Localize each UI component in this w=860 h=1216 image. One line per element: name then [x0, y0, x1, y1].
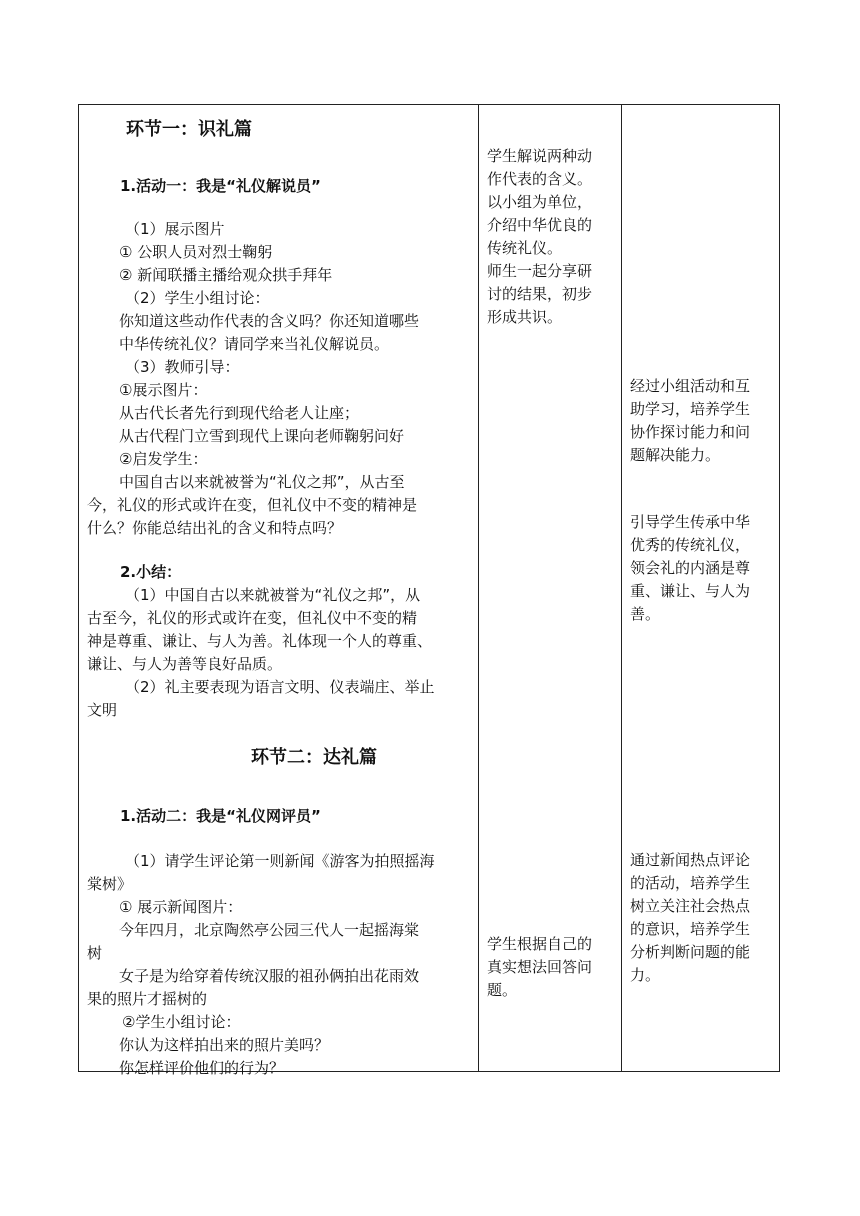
text-line: 棠树》: [87, 875, 133, 893]
activity1-title: 1.活动一：我是“礼仪解说员”: [120, 177, 321, 195]
text-line: 你怎样评价他们的行为？: [119, 1059, 285, 1077]
text-line: 真实想法回答问: [487, 958, 593, 976]
text-line: 谦让、与人为善等良好品质。: [87, 655, 283, 673]
text-line: 学生根据自己的: [487, 935, 593, 953]
text-line: 果的照片才摇树的: [87, 990, 208, 1008]
text-line: 题解决能力。: [630, 446, 721, 464]
text-line: 经过小组活动和互: [630, 377, 751, 395]
text-line: 从古代程门立雪到现代上课向老师鞠躬问好: [119, 427, 405, 445]
text-line: ① 展示新闻图片：: [119, 898, 243, 916]
lesson-table: [78, 104, 780, 1077]
text-line: 力。: [630, 966, 661, 984]
text-line: 你知道这些动作代表的含义吗？你还知道哪些: [119, 312, 420, 330]
section1-title: 环节一：识礼篇: [126, 119, 252, 140]
text-line: 的意识，培养学生: [630, 920, 751, 938]
text-line: 的活动，培养学生: [630, 874, 751, 892]
text-line: ②启发学生：: [119, 450, 208, 468]
text-line: 传统礼仪。: [487, 239, 563, 257]
text-line: 神是尊重、谦让、与人为善。礼体现一个人的尊重、: [87, 632, 433, 650]
text-line: 协作探讨能力和问: [630, 423, 751, 441]
text-line: 重、谦让、与人为: [630, 582, 751, 600]
text-line: 通过新闻热点评论: [630, 851, 751, 869]
text-line: 作代表的含义。: [487, 170, 593, 188]
text-line: 树: [87, 944, 103, 962]
text-line: 今年四月，北京陶然亭公园三代人一起摇海棠: [119, 921, 420, 939]
text-line: 优秀的传统礼仪，: [630, 536, 751, 554]
teaching-process-cell: [79, 105, 478, 1077]
text-line: 树立关注社会热点: [630, 897, 751, 915]
text-line: 中华传统礼仪？请同学来当礼仪解说员。: [119, 335, 390, 353]
text-line: 善。: [630, 605, 661, 623]
text-line: 古至今，礼仪的形式或许在变，但礼仪中不变的精: [87, 609, 418, 627]
text-line: 题。: [487, 981, 518, 999]
text-line: 引导学生传承中华: [630, 513, 751, 531]
text-line: ①展示图片：: [119, 381, 208, 399]
text-line: 领会礼的内涵是尊: [630, 559, 751, 577]
text-line: 助学习，培养学生: [630, 400, 751, 418]
section2-title: 环节二：达礼篇: [251, 747, 377, 768]
text-line: 形成共识。: [487, 308, 563, 326]
summary-title: 2.小结：: [120, 563, 182, 581]
text-line: （1）展示图片: [125, 220, 225, 238]
text-line: （1）请学生评论第一则新闻《游客为拍照摇海: [125, 852, 435, 870]
text-line: 中国自古以来就被誉为“礼仪之邦”，从古至: [119, 473, 405, 491]
text-line: （2）学生小组讨论：: [125, 289, 270, 307]
text-line: 介绍中华优良的: [487, 216, 593, 234]
text-line: 你认为这样拍出来的照片美吗？: [119, 1036, 330, 1054]
student-activity-cell: [479, 105, 621, 1071]
text-line: （1）中国自古以来就被誉为“礼仪之邦”，从: [125, 586, 421, 604]
text-line: 师生一起分享研: [487, 262, 593, 280]
design-intent-cell: [622, 105, 779, 1071]
text-line: （3）教师引导：: [125, 358, 240, 376]
activity2-title: 1.活动二：我是“礼仪网评员”: [120, 807, 321, 825]
text-line: 什么？你能总结出礼的含义和特点吗？: [87, 519, 343, 537]
text-line: 文明: [87, 701, 118, 719]
text-line: 分析判断问题的能: [630, 943, 751, 961]
text-line: ① 公职人员对烈士鞠躬: [119, 243, 273, 261]
text-line: （2）礼主要表现为语言文明、仪表端庄、举止: [125, 678, 435, 696]
text-line: 学生解说两种动: [487, 147, 593, 165]
text-line: 从古代长者先行到现代给老人让座；: [119, 404, 360, 422]
text-line: 讨的结果，初步: [487, 285, 593, 303]
text-line: ②学生小组讨论：: [122, 1013, 241, 1031]
text-line: ② 新闻联播主播给观众拱手拜年: [119, 266, 333, 284]
text-line: 今，礼仪的形式或许在变，但礼仪中不变的精神是: [87, 496, 418, 514]
text-line: 以小组为单位，: [487, 193, 593, 211]
text-line: 女子是为给穿着传统汉服的祖孙俩拍出花雨效: [119, 967, 420, 985]
